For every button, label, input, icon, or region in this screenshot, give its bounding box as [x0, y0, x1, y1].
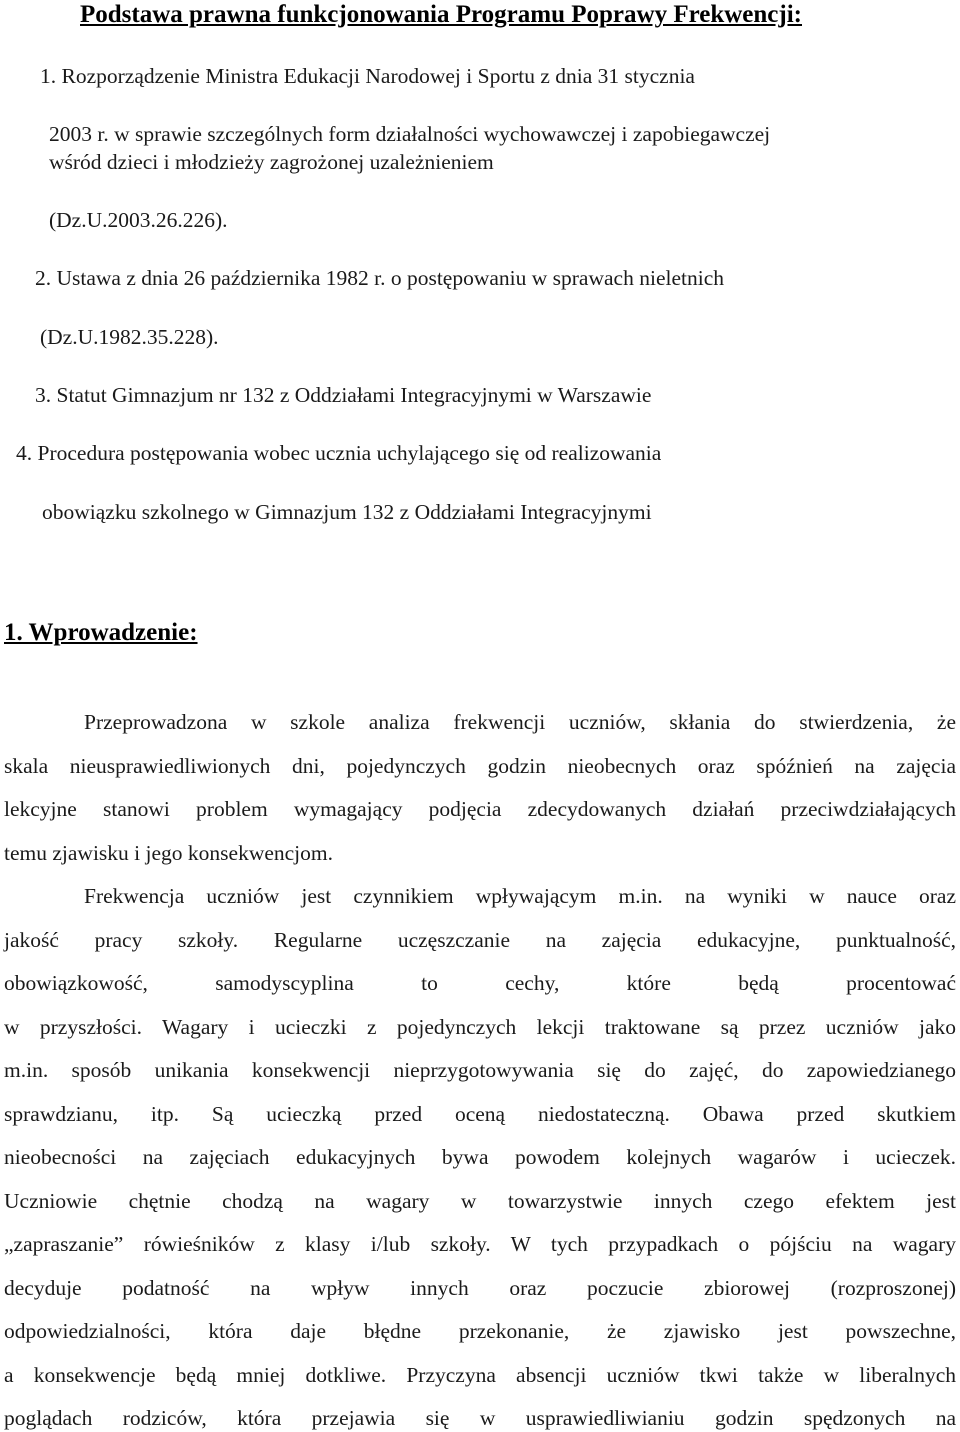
paragraph-line: jakość pracy szkoły. Regularne uczęszczanie na zajęcia edukacyjne, punktualność, [4, 928, 956, 952]
paragraph-line: Frekwencja uczniów jest czynnikiem wpływającym m.in. na wyniki w nauce oraz [84, 884, 956, 908]
paragraph-line: temu zjawisku i jego konsekwencjom. [4, 841, 333, 865]
paragraph-line: nieobecności na zajęciach edukacyjnych bywa powodem kolejnych wagarów i ucieczek. [4, 1145, 956, 1169]
paragraph-line: sprawdzianu, itp. Są ucieczką przed oceną niedostateczną. Obawa przed skutkiem [4, 1102, 956, 1126]
paragraph-line: Przeprowadzona w szkole analiza frekwencji uczniów, skłania do stwierdzenia, że [84, 710, 956, 734]
paragraph-line: a konsekwencje będą mniej dotkliwe. Przyczyna absencji uczniów tkwi także w liberalnych [4, 1363, 956, 1387]
section-heading: 1. Wprowadzenie: [4, 619, 198, 646]
legal-basis-item-1-line-3: wśród dzieci i młodzieży zagrożonej uzależnieniem [49, 150, 494, 174]
legal-basis-item-1-line-1: 1. Rozporządzenie Ministra Edukacji Narodowej i Sportu z dnia 31 stycznia [40, 64, 695, 88]
legal-basis-item-1-line-2: 2003 r. w sprawie szczególnych form działalności wychowawczej i zapobiegawczej [49, 122, 771, 146]
paragraph-line: w przyszłości. Wagary i ucieczki z pojedynczych lekcji traktowane są przez uczniów jako [4, 1015, 956, 1039]
paragraph-line: „zapraszanie” rówieśników z klasy i/lub szkoły. W tych przypadkach o pójściu na wagary [4, 1232, 956, 1256]
legal-basis-item-2-line-1: 2. Ustawa z dnia 26 października 1982 r. o postępowaniu w sprawach nieletnich [35, 266, 724, 290]
legal-basis-item-1-line-4: (Dz.U.2003.26.226). [49, 208, 228, 232]
paragraph-line: odpowiedzialności, która daje błędne przekonanie, że zjawisko jest powszechne, [4, 1319, 956, 1343]
legal-basis-item-4-line-1: 4. Procedura postępowania wobec ucznia uchylającego się od realizowania [16, 441, 662, 465]
paragraph-line: lekcyjne stanowi problem wymagający podjęcia zdecydowanych działań przeciwdziałających [4, 797, 956, 821]
legal-basis-item-3: 3. Statut Gimnazjum nr 132 z Oddziałami Integracyjnymi w Warszawie [35, 383, 652, 407]
paragraph-line: obowiązkowość, samodyscyplina to cechy, które będą procentować [4, 971, 956, 995]
page-title: Podstawa prawna funkcjonowania Programu Poprawy Frekwencji: [80, 1, 802, 28]
legal-basis-item-2-line-2: (Dz.U.1982.35.228). [40, 325, 219, 349]
paragraph-line: m.in. sposób unikania konsekwencji nieprzygotowywania się do zajęć, do zapowiedzianego [4, 1058, 956, 1082]
legal-basis-item-4-line-2: obowiązku szkolnego w Gimnazjum 132 z Oddziałami Integracyjnymi [42, 500, 652, 524]
paragraph-line: poglądach rodziców, która przejawia się w usprawiedliwianiu godzin spędzonych na [4, 1406, 956, 1430]
paragraph-line: Uczniowie chętnie chodzą na wagary w towarzystwie innych czego efektem jest [4, 1189, 956, 1213]
paragraph-line: skala nieusprawiedliwionych dni, pojedynczych godzin nieobecnych oraz spóźnień na zajęcia [4, 754, 956, 778]
paragraph-line: decyduje podatność na wpływ innych oraz poczucie zbiorowej (rozproszonej) [4, 1276, 956, 1300]
